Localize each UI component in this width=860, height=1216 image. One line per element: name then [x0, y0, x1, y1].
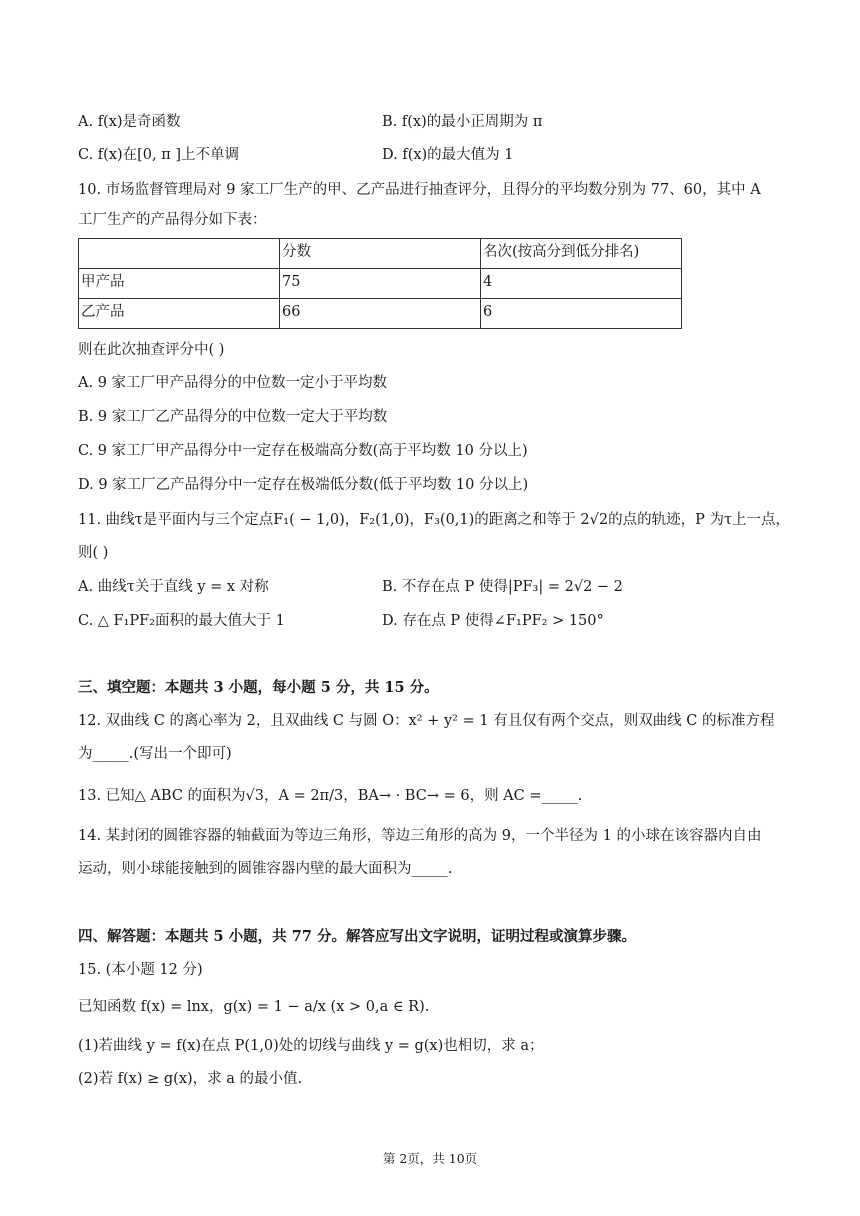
q15-head: 15. (本小题 12 分): [78, 962, 203, 978]
table-header-row: [79, 239, 682, 269]
q11-option-c: C. △ F₁PF₂面积的最大值大于 1: [78, 613, 285, 629]
q12-line2: 为_____.(写出一个即可): [78, 746, 232, 762]
q15-given: 已知函数 f(x) = lnx，g(x) = 1 − a/x (x > 0,a ∈ R).: [78, 999, 430, 1015]
score-table: [78, 238, 682, 329]
q11-stem-line2: 则( ): [78, 545, 109, 561]
q15-part2: (2)若 f(x) ≥ g(x)，求 a 的最小值.: [78, 1071, 303, 1087]
q10-question: 则在此次抽查评分中( ): [78, 342, 225, 358]
q9-option-c: C. f(x)在[0, π ]上不单调: [78, 147, 240, 163]
table-header-cell: 分数: [280, 239, 481, 269]
q14-line2: 运动，则小球能接触到的圆锥容器内壁的最大面积为_____.: [78, 861, 453, 877]
page-footer: 第 2页，共 10页: [382, 1151, 478, 1166]
q10-option-a: A. 9 家工厂甲产品得分的中位数一定小于平均数: [78, 375, 388, 391]
table-row: [79, 269, 682, 299]
table-cell: 75: [280, 269, 481, 299]
section3-title: 三、填空题：本题共 3 小题，每小题 5 分，共 15 分。: [78, 679, 439, 696]
q10-option-b: B. 9 家工厂乙产品得分的中位数一定大于平均数: [78, 409, 388, 425]
table-cell: 4: [481, 269, 682, 299]
q11-option-a: A. 曲线τ关于直线 y = x 对称: [78, 579, 269, 595]
q10-stem-line1: 10. 市场监督管理局对 9 家工厂生产的甲、乙产品进行抽查评分，且得分的平均数分别为 77、60，其中 A: [78, 182, 761, 198]
table-header-cell: 名次(按高分到低分排名): [481, 239, 682, 269]
q9-option-b: B. f(x)的最小正周期为 π: [382, 114, 543, 130]
q11-option-d: D. 存在点 P 使得∠F₁PF₂ > 150°: [382, 613, 604, 629]
q11-option-b: B. 不存在点 P 使得|PF₃| = 2√2 − 2: [382, 579, 623, 595]
q9-option-d: D. f(x)的最大值为 1: [382, 147, 514, 163]
q15-part1: (1)若曲线 y = f(x)在点 P(1,0)处的切线与曲线 y = g(x)也相切，求 a；: [78, 1038, 544, 1054]
table-cell: 甲产品: [79, 269, 280, 299]
q11-stem-line1: 11. 曲线τ是平面内与三个定点F₁( − 1,0)，F₂(1,0)，F₃(0,1)的距离之和等于 2√2的点的轨迹，P 为τ上一点，: [78, 512, 790, 528]
table-row: [79, 299, 682, 329]
q10-option-d: D. 9 家工厂乙产品得分中一定存在极端低分数(低于平均数 10 分以上): [78, 477, 529, 493]
table-cell: 66: [280, 299, 481, 329]
table-cell: 乙产品: [79, 299, 280, 329]
section4-title: 四、解答题：本题共 5 小题，共 77 分。解答应写出文字说明，证明过程或演算步骤。: [78, 928, 636, 945]
table-cell: 6: [481, 299, 682, 329]
q12-line1: 12. 双曲线 C 的离心率为 2，且双曲线 C 与圆 O：x² + y² = 1 有且仅有两个交点，则双曲线 C 的标准方程: [78, 713, 775, 729]
table-header-cell: [79, 239, 280, 269]
q9-option-a: A. f(x)是奇函数: [78, 114, 181, 130]
q10-stem-line2: 工厂生产的产品得分如下表：: [78, 212, 267, 228]
q10-option-c: C. 9 家工厂甲产品得分中一定存在极端高分数(高于平均数 10 分以上): [78, 443, 528, 459]
q13: 13. 已知△ ABC 的面积为√3，A = 2π/3，BA→ · BC→ = 6，则 AC =_____.: [78, 788, 583, 804]
q14-line1: 14. 某封闭的圆锥容器的轴截面为等边三角形，等边三角形的高为 9，一个半径为 1 的小球在该容器内自由: [78, 828, 762, 844]
